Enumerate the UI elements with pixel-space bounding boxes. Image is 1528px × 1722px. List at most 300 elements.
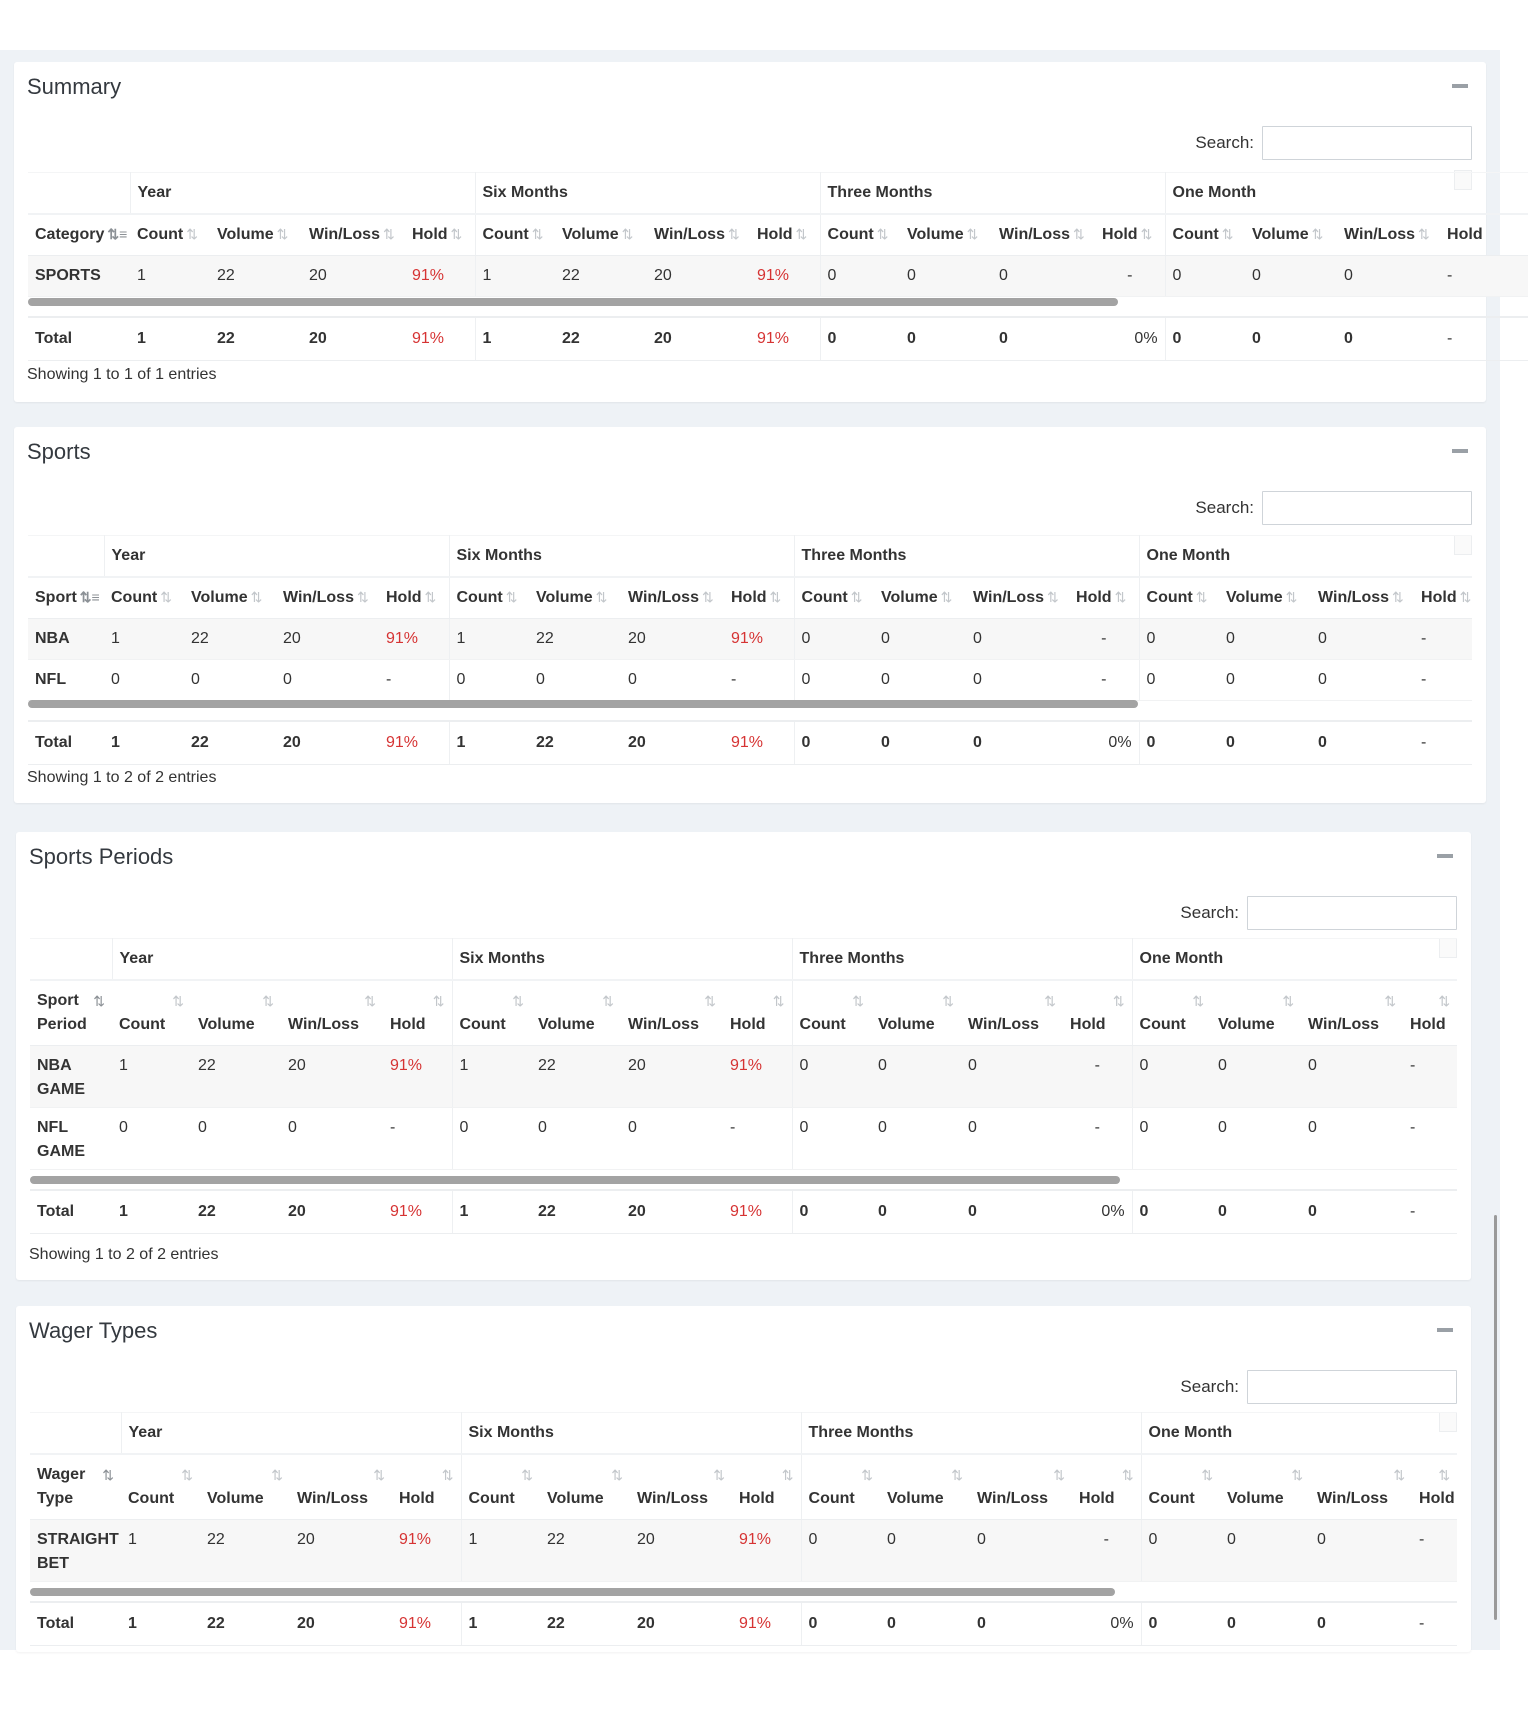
- cell-hold: -: [1440, 256, 1528, 297]
- panel-title: Wager Types: [29, 1318, 158, 1343]
- cell-hold: -: [1069, 619, 1139, 660]
- column-header-count[interactable]: [130, 214, 210, 256]
- column-header-hold[interactable]: [1063, 980, 1132, 1046]
- cell: 20: [281, 1190, 383, 1234]
- cell: 20: [630, 1520, 732, 1582]
- cell: 1: [104, 619, 184, 660]
- cell: 0: [871, 1190, 961, 1234]
- sort-icon: ⇅: [951, 1467, 964, 1483]
- column-header-volume[interactable]: [191, 980, 281, 1046]
- column-header-winloss[interactable]: [1337, 214, 1440, 256]
- cell: 0: [961, 1108, 1063, 1170]
- column-label: Win/Loss: [309, 226, 380, 243]
- sports-periods-table: [30, 938, 1457, 1234]
- cell: 1: [104, 721, 184, 765]
- column-label: Volume: [217, 226, 274, 243]
- cell-hold: 91%: [392, 1602, 461, 1646]
- table-info: Showing 1 to 2 of 2 entries: [27, 769, 217, 786]
- column-header-count[interactable]: [1165, 214, 1245, 256]
- sort-icon: ⇅: [704, 993, 716, 1009]
- cell: 0: [794, 721, 874, 765]
- column-label: Win/Loss: [1318, 589, 1390, 606]
- column-label: Count: [1172, 226, 1219, 243]
- column-header-row: [28, 577, 1472, 619]
- cell: 0: [1211, 1190, 1301, 1234]
- group-one-month: One Month: [1132, 939, 1457, 981]
- column-label: Volume: [562, 226, 619, 243]
- total-row: [30, 1190, 1457, 1234]
- cell-hold: 0%: [1063, 1190, 1132, 1234]
- column-label: Sport: [37, 992, 79, 1009]
- column-header-count[interactable]: [794, 577, 874, 619]
- group-header-row: [30, 1413, 1457, 1455]
- table-row[interactable]: [28, 256, 1528, 297]
- cell: 1: [130, 256, 210, 297]
- column-header-count[interactable]: [449, 577, 529, 619]
- horizontal-scrollbar[interactable]: [30, 1176, 1120, 1184]
- column-header-volume[interactable]: [1219, 577, 1311, 619]
- column-header-hold[interactable]: [732, 1454, 801, 1520]
- cell: 0: [961, 1046, 1063, 1108]
- column-label: Hold: [390, 1016, 426, 1033]
- column-header-hold[interactable]: [1403, 980, 1457, 1046]
- total-label: Total: [28, 721, 104, 765]
- column-label: Win/Loss: [637, 1490, 708, 1507]
- column-header-winloss[interactable]: [1301, 980, 1403, 1046]
- column-header-count[interactable]: [104, 577, 184, 619]
- sort-icon: ⇅: [1311, 226, 1324, 242]
- cell-hold: 91%: [723, 1046, 792, 1108]
- cell: 22: [210, 256, 302, 297]
- column-header-volume[interactable]: [531, 980, 621, 1046]
- cell: 1: [112, 1046, 191, 1108]
- total-row: [28, 721, 1472, 765]
- sort-icon: ⇅: [1418, 226, 1430, 242]
- column-header-winloss[interactable]: [1311, 577, 1414, 619]
- sort-icon: ⇅: [602, 993, 614, 1009]
- group-year: Year: [104, 536, 449, 578]
- cell: 20: [276, 721, 379, 765]
- cell: 0: [966, 660, 1069, 701]
- column-header-volume[interactable]: [540, 1454, 630, 1520]
- column-header-volume[interactable]: [900, 214, 992, 256]
- column-header-winloss[interactable]: [966, 577, 1069, 619]
- column-header-count[interactable]: [112, 980, 191, 1046]
- table-row[interactable]: [28, 660, 1472, 701]
- cell: 0: [900, 256, 992, 297]
- cell: 0: [1301, 1108, 1403, 1170]
- column-label: Win/Loss: [297, 1490, 368, 1507]
- cell-hold: 0%: [1072, 1602, 1141, 1646]
- column-header-winloss[interactable]: [992, 214, 1095, 256]
- cell-hold: 91%: [392, 1520, 461, 1582]
- cell: 20: [630, 1602, 732, 1646]
- cell: 0: [874, 660, 966, 701]
- collapse-icon[interactable]: [1437, 854, 1453, 858]
- column-header-winloss[interactable]: [302, 214, 405, 256]
- column-header-category[interactable]: [28, 214, 130, 256]
- sort-icon: ⇅: [942, 993, 955, 1009]
- sort-icon: ⇅: [1291, 1467, 1304, 1483]
- cell: 22: [540, 1520, 630, 1582]
- row-name: NBA: [28, 619, 104, 660]
- column-label: Win/Loss: [283, 589, 354, 606]
- column-header-volume[interactable]: [184, 577, 276, 619]
- sort-icon: ⇅: [713, 1467, 725, 1483]
- search-input[interactable]: [1247, 896, 1457, 930]
- horizontal-scrollbar[interactable]: [28, 298, 1118, 306]
- cell: 0: [1311, 619, 1414, 660]
- search-input[interactable]: [1262, 491, 1472, 525]
- column-header-volume[interactable]: [555, 214, 647, 256]
- row-name-line: BET: [37, 1555, 69, 1572]
- sort-icon: ⇅: [181, 1467, 193, 1483]
- sort-icon: ⇅: [356, 589, 369, 605]
- group-one-month: One Month: [1139, 536, 1472, 578]
- cell-hold: 91%: [379, 619, 449, 660]
- sort-icon: ⇅: [160, 589, 172, 605]
- cell-hold: 91%: [724, 619, 794, 660]
- column-label: Count: [827, 226, 874, 243]
- column-header-hold[interactable]: [379, 577, 449, 619]
- column-label: Count: [1139, 1016, 1186, 1033]
- cell: 22: [200, 1520, 290, 1582]
- column-header-hold[interactable]: [1069, 577, 1139, 619]
- column-header-volume[interactable]: [874, 577, 966, 619]
- cell: 1: [475, 256, 555, 297]
- column-label: Count: [801, 589, 848, 606]
- cell: 20: [621, 619, 724, 660]
- search-box: [1195, 126, 1472, 160]
- table-row[interactable]: [30, 1046, 1457, 1108]
- cell-hold: -: [1063, 1046, 1132, 1108]
- sort-icon: ⇅: [727, 226, 740, 242]
- table-row[interactable]: [28, 619, 1472, 660]
- column-header-count[interactable]: [475, 214, 555, 256]
- wager-types-table-wrap: [30, 1412, 1457, 1646]
- total-label: Total: [28, 317, 130, 361]
- sort-icon: ⇅: [186, 226, 198, 242]
- sort-icon: ⇅: [521, 1467, 533, 1483]
- column-header-volume[interactable]: [1211, 980, 1301, 1046]
- cell: 22: [540, 1602, 630, 1646]
- column-header-hold[interactable]: [383, 980, 452, 1046]
- cell: 0: [966, 721, 1069, 765]
- column-header-hold[interactable]: [1440, 214, 1528, 256]
- wager-types-panel: [16, 1306, 1471, 1652]
- column-header-count[interactable]: [792, 980, 871, 1046]
- column-label: Volume: [1218, 1016, 1275, 1033]
- cell: 1: [461, 1602, 540, 1646]
- column-header-volume[interactable]: [1220, 1454, 1310, 1520]
- column-header-winloss[interactable]: [621, 980, 723, 1046]
- cell-hold: -: [1412, 1520, 1457, 1582]
- cell: 1: [452, 1046, 531, 1108]
- group-year: Year: [121, 1413, 461, 1455]
- column-header-winloss[interactable]: [647, 214, 750, 256]
- summary-table: [28, 172, 1528, 361]
- sort-icon: ⇅: [432, 993, 445, 1009]
- column-label: Volume: [1252, 226, 1309, 243]
- column-header-count[interactable]: [820, 214, 900, 256]
- cell: 1: [130, 317, 210, 361]
- sort-icon: ⇅: [250, 589, 263, 605]
- collapse-icon[interactable]: [1452, 449, 1468, 453]
- sort-icon: ⇅: [1044, 993, 1057, 1009]
- column-header-volume[interactable]: [210, 214, 302, 256]
- row-name: SPORTS: [28, 256, 130, 297]
- cell: 22: [191, 1046, 281, 1108]
- column-label: Hold: [1410, 1016, 1446, 1033]
- sort-asc-icon: ⇅≡: [79, 589, 100, 605]
- column-header-volume[interactable]: [529, 577, 621, 619]
- cell-hold: -: [1414, 721, 1472, 765]
- cell: 0: [874, 721, 966, 765]
- cell: 1: [461, 1520, 540, 1582]
- cell: 0: [1310, 1602, 1412, 1646]
- sort-icon: ⇅: [876, 226, 889, 242]
- cell: 0: [1337, 256, 1440, 297]
- group-header-row: [28, 173, 1528, 215]
- cell-hold: -: [1095, 256, 1165, 297]
- column-header-count[interactable]: [801, 1454, 880, 1520]
- cell-hold: 91%: [732, 1520, 801, 1582]
- column-label: Hold: [1102, 226, 1138, 243]
- cell: 22: [531, 1046, 621, 1108]
- cell: 22: [555, 317, 647, 361]
- cell: 1: [112, 1190, 191, 1234]
- group-six-months: Six Months: [475, 173, 820, 215]
- column-label: Volume: [207, 1490, 264, 1507]
- row-name-line: NBA: [37, 1057, 72, 1074]
- column-header-hold[interactable]: [1072, 1454, 1141, 1520]
- table-info: Showing 1 to 1 of 1 entries: [27, 366, 217, 383]
- column-label: Win/Loss: [1344, 226, 1416, 243]
- column-header-hold[interactable]: [392, 1454, 461, 1520]
- column-header-count[interactable]: [461, 1454, 540, 1520]
- column-header-volume[interactable]: [871, 980, 961, 1046]
- sort-icon: ⇅: [1393, 1467, 1406, 1483]
- page-scrollbar[interactable]: [1494, 1215, 1497, 1620]
- column-header-count[interactable]: [452, 980, 531, 1046]
- cell: 0: [104, 660, 184, 701]
- cell: 0: [792, 1190, 871, 1234]
- cell: 0: [1139, 660, 1219, 701]
- sort-icon: ⇅: [769, 589, 782, 605]
- column-label: Volume: [878, 1016, 935, 1033]
- sports-table-wrap: [28, 535, 1472, 765]
- cell: 0: [801, 1602, 880, 1646]
- column-header-hold[interactable]: [405, 214, 475, 256]
- cell: 0: [970, 1602, 1072, 1646]
- table-row[interactable]: [30, 1108, 1457, 1170]
- column-header-volume[interactable]: [880, 1454, 970, 1520]
- column-header-winloss[interactable]: [630, 1454, 732, 1520]
- cell: 0: [1132, 1108, 1211, 1170]
- search-input[interactable]: [1247, 1370, 1457, 1404]
- cell: 0: [452, 1108, 531, 1170]
- cell: 1: [121, 1520, 200, 1582]
- sort-icon: ⇅: [1438, 1467, 1451, 1483]
- collapse-icon[interactable]: [1452, 84, 1468, 88]
- column-header-hold[interactable]: [723, 980, 792, 1046]
- column-header-winloss[interactable]: [970, 1454, 1072, 1520]
- cell-hold: -: [724, 660, 794, 701]
- cell: 20: [621, 721, 724, 765]
- sort-icon: ⇅: [1073, 226, 1085, 242]
- group-spacer: [28, 173, 130, 215]
- column-header-hold[interactable]: [1412, 1454, 1457, 1520]
- sort-asc-icon: ⇅≡: [107, 226, 128, 242]
- sort-asc-icon: ⇅: [102, 1467, 114, 1483]
- column-label: Hold: [399, 1490, 435, 1507]
- column-header-count[interactable]: [1132, 980, 1211, 1046]
- sort-icon: ⇅: [1047, 589, 1059, 605]
- column-label: Win/Loss: [973, 589, 1044, 606]
- sort-icon: ⇅: [382, 226, 395, 242]
- collapse-icon[interactable]: [1437, 1328, 1453, 1332]
- table-row[interactable]: [30, 1520, 1457, 1582]
- cell-hold: 0%: [1095, 317, 1165, 361]
- column-header-hold[interactable]: [1414, 577, 1472, 619]
- cell-hold: -: [1403, 1108, 1457, 1170]
- cell: 22: [531, 1190, 621, 1234]
- column-label: Hold: [1076, 589, 1112, 606]
- sort-icon: ⇅: [621, 226, 634, 242]
- cell: 0: [1245, 317, 1337, 361]
- column-header-hold[interactable]: [1095, 214, 1165, 256]
- cell: 1: [475, 317, 555, 361]
- group-six-months: Six Months: [449, 536, 794, 578]
- column-label: Period: [37, 1016, 87, 1033]
- column-label: Count: [119, 1016, 166, 1033]
- column-label: Hold: [412, 226, 448, 243]
- sort-icon: ⇅: [505, 589, 518, 605]
- column-header-sport[interactable]: [28, 577, 104, 619]
- group-one-month: One Month: [1141, 1413, 1457, 1455]
- column-label: Win/Loss: [1308, 1016, 1380, 1033]
- column-header-hold[interactable]: [750, 214, 820, 256]
- column-header-count[interactable]: [121, 1454, 200, 1520]
- column-header-winloss[interactable]: [621, 577, 724, 619]
- total-label: Total: [30, 1602, 121, 1646]
- column-label: Win/Loss: [288, 1016, 359, 1033]
- cell: 0: [961, 1190, 1063, 1234]
- cell: 0: [1311, 660, 1414, 701]
- sort-icon: ⇅: [861, 1467, 874, 1483]
- column-label: Category: [35, 226, 105, 243]
- sort-icon: ⇅: [271, 1467, 283, 1483]
- sort-icon: ⇅: [611, 1467, 623, 1483]
- column-header-winloss[interactable]: [1310, 1454, 1412, 1520]
- column-label: Win/Loss: [654, 226, 725, 243]
- sort-icon: ⇅: [1053, 1467, 1066, 1483]
- cell: 22: [184, 721, 276, 765]
- cell: 0: [820, 317, 900, 361]
- cell: 20: [621, 1190, 723, 1234]
- column-label: Hold: [1079, 1490, 1115, 1507]
- group-header-row: [30, 939, 1457, 981]
- column-header-wager-type[interactable]: [30, 1454, 121, 1520]
- sports-panel: [14, 427, 1486, 803]
- cell: 0: [529, 660, 621, 701]
- cell-hold: -: [1414, 660, 1472, 701]
- cell: 0: [281, 1108, 383, 1170]
- sort-icon: ⇅: [1195, 589, 1208, 605]
- cell: 20: [281, 1046, 383, 1108]
- column-header-row: [28, 214, 1528, 256]
- cell: 0: [792, 1108, 871, 1170]
- sort-icon: ⇅: [701, 589, 714, 605]
- sort-icon: ⇅: [1459, 589, 1472, 605]
- cell: 0: [1337, 317, 1440, 361]
- cell: 0: [621, 660, 724, 701]
- search-box: [1180, 896, 1457, 930]
- column-header-sport-period[interactable]: [30, 980, 112, 1046]
- column-label: Win/Loss: [628, 1016, 699, 1033]
- cell: 0: [1219, 660, 1311, 701]
- row-name: [30, 1520, 121, 1582]
- column-label: Hold: [730, 1016, 766, 1033]
- horizontal-scrollbar[interactable]: [30, 1588, 1115, 1596]
- table-info: Showing 1 to 2 of 2 entries: [29, 1246, 219, 1263]
- cell: 1: [452, 1190, 531, 1234]
- cell: 0: [1211, 1046, 1301, 1108]
- cell: 22: [529, 619, 621, 660]
- column-header-count[interactable]: [1139, 577, 1219, 619]
- column-header-count[interactable]: [1141, 1454, 1220, 1520]
- search-label: Search:: [1195, 498, 1254, 517]
- column-header-volume[interactable]: [1245, 214, 1337, 256]
- cell: 22: [555, 256, 647, 297]
- column-header-winloss[interactable]: [281, 980, 383, 1046]
- column-header-volume[interactable]: [200, 1454, 290, 1520]
- cell: 0: [966, 619, 1069, 660]
- horizontal-scrollbar[interactable]: [28, 700, 1138, 708]
- cell: 0: [1245, 256, 1337, 297]
- search-input[interactable]: [1262, 126, 1472, 160]
- column-label: Hold: [731, 589, 767, 606]
- column-label: Count: [1146, 589, 1193, 606]
- cell: 0: [1132, 1046, 1211, 1108]
- column-label: Volume: [198, 1016, 255, 1033]
- sort-icon: ⇅: [772, 993, 785, 1009]
- cell: 0: [621, 1108, 723, 1170]
- cell: 0: [871, 1108, 961, 1170]
- column-label: Win/Loss: [628, 589, 699, 606]
- cell-hold: -: [379, 660, 449, 701]
- group-three-months: Three Months: [794, 536, 1139, 578]
- cell: 0: [874, 619, 966, 660]
- cell: 0: [1139, 619, 1219, 660]
- search-label: Search:: [1195, 133, 1254, 152]
- column-header-winloss[interactable]: [276, 577, 379, 619]
- cell-hold: -: [723, 1108, 792, 1170]
- column-header-winloss[interactable]: [290, 1454, 392, 1520]
- sort-icon: ⇅: [850, 589, 863, 605]
- sort-icon: ⇅: [1282, 993, 1295, 1009]
- cell: 0: [1301, 1190, 1403, 1234]
- row-name-line: STRAIGHT: [37, 1531, 119, 1548]
- column-header-winloss[interactable]: [961, 980, 1063, 1046]
- column-header-hold[interactable]: [724, 577, 794, 619]
- column-label: Count: [482, 226, 529, 243]
- sort-icon: ⇅: [940, 589, 953, 605]
- cell: 20: [621, 1046, 723, 1108]
- column-label: Volume: [881, 589, 938, 606]
- sort-icon: ⇅: [450, 226, 463, 242]
- sort-icon: ⇅: [172, 993, 184, 1009]
